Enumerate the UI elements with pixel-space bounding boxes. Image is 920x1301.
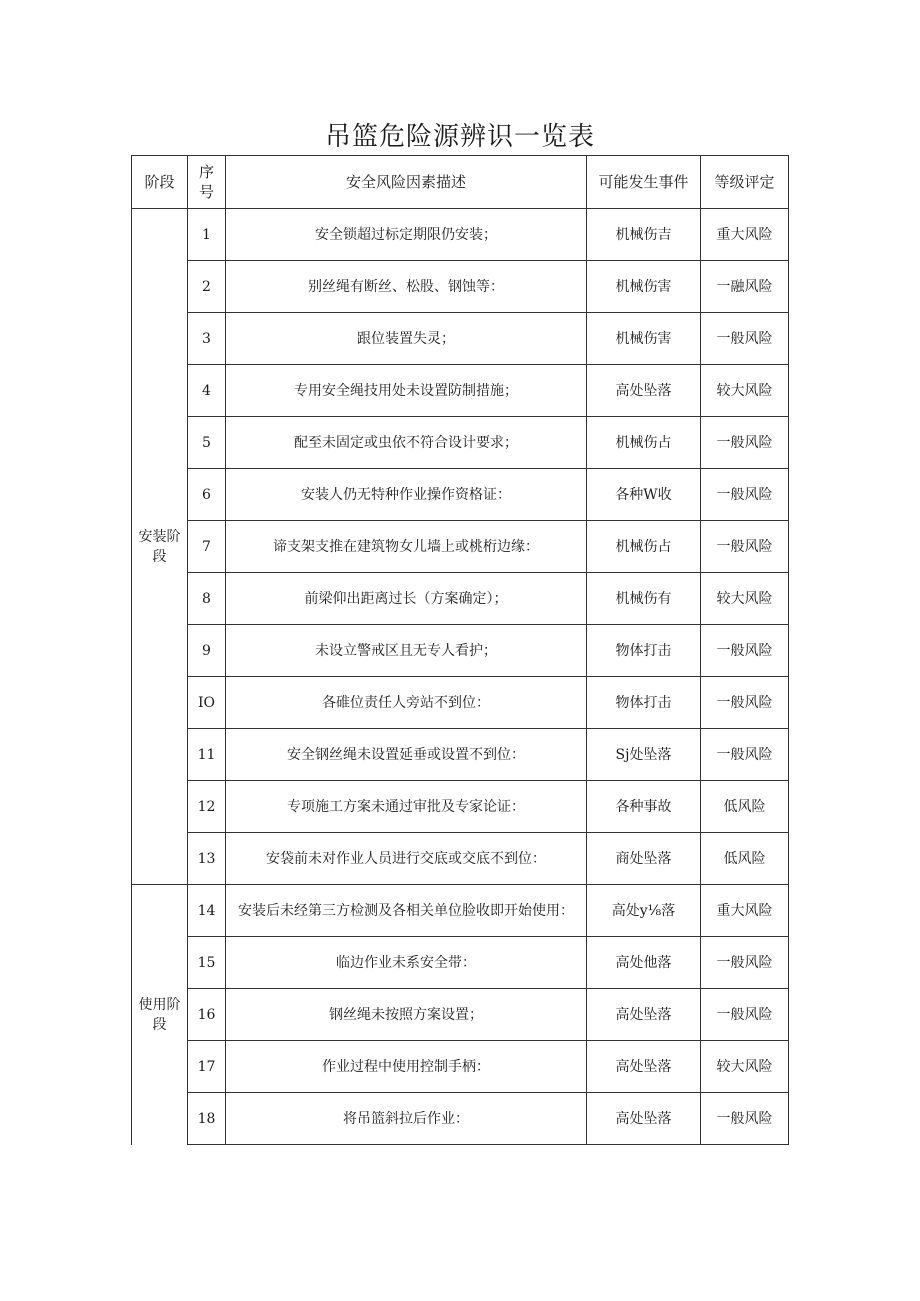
event-cell: 商处坠落 (587, 833, 701, 885)
level-cell: 一般风险 (701, 417, 789, 469)
desc-cell: 临边作业未系安全带： (226, 937, 587, 989)
header-no: 序号 (188, 156, 226, 209)
table-row (132, 729, 789, 781)
level-cell: 一般风险 (701, 625, 789, 677)
desc-cell: 专项施工方案未通过审批及专家论证： (226, 781, 587, 833)
desc-cell: 安袋前未对作业人员进行交底或交底不到位： (226, 833, 587, 885)
level-cell: 低风险 (701, 833, 789, 885)
no-cell: 1 (188, 209, 226, 261)
desc-cell: 跟位装置失灵； (226, 313, 587, 365)
level-cell: 一般风险 (701, 729, 789, 781)
header-event: 可能发生事件 (587, 156, 701, 209)
table-header-row (132, 156, 789, 209)
desc-cell: 钢丝绳未按照方案设置； (226, 989, 587, 1041)
table-row (132, 989, 789, 1041)
no-cell: 15 (188, 937, 226, 989)
event-cell: 高处坠落 (587, 989, 701, 1041)
table-row (132, 781, 789, 833)
level-cell: 一融风险 (701, 261, 789, 313)
no-cell: 4 (188, 365, 226, 417)
table-row (132, 885, 789, 937)
desc-cell: 别丝绳有断丝、松股、钢蚀等： (226, 261, 587, 313)
event-cell: 机械伤占 (587, 521, 701, 573)
level-cell: 较大风险 (701, 1041, 789, 1093)
table-row (132, 573, 789, 625)
level-cell: 较大风险 (701, 365, 789, 417)
desc-cell: 前梁仰出距离过长（方案确定）； (226, 573, 587, 625)
no-cell: 17 (188, 1041, 226, 1093)
hazard-table (131, 155, 789, 1145)
event-cell: 各种W收 (587, 469, 701, 521)
event-cell: 机械伤害 (587, 313, 701, 365)
desc-cell: 专用安全绳技用处未设置防制措施； (226, 365, 587, 417)
stage-cell: 使用阶段 (132, 885, 188, 1145)
no-cell: 16 (188, 989, 226, 1041)
event-cell: 高处坠落 (587, 1093, 701, 1145)
desc-cell: 安全钢丝绳未设置延垂或设置不到位： (226, 729, 587, 781)
table-row (132, 313, 789, 365)
table-row (132, 469, 789, 521)
no-cell: 9 (188, 625, 226, 677)
level-cell: 重大风险 (701, 885, 789, 937)
no-cell: 11 (188, 729, 226, 781)
level-cell: 一般风险 (701, 469, 789, 521)
level-cell: 较大风险 (701, 573, 789, 625)
event-cell: 机械伤占 (587, 417, 701, 469)
header-desc: 安全风险因素描述 (226, 156, 587, 209)
table-row (132, 625, 789, 677)
desc-cell: 未设立警戒区且无专人看护； (226, 625, 587, 677)
table-row (132, 937, 789, 989)
desc-cell: 各碓位责任人旁站不到位： (226, 677, 587, 729)
desc-cell: 将吊篮斜拉后作业： (226, 1093, 587, 1145)
stage-cell: 安装阶段 (132, 209, 188, 885)
no-cell: 7 (188, 521, 226, 573)
table-row (132, 677, 789, 729)
no-cell: 13 (188, 833, 226, 885)
event-cell: 高处坠落 (587, 365, 701, 417)
no-cell: 2 (188, 261, 226, 313)
table-row (132, 521, 789, 573)
table-row (132, 261, 789, 313)
table-body (132, 209, 789, 1145)
event-cell: 机械伤有 (587, 573, 701, 625)
level-cell: 一般风险 (701, 313, 789, 365)
level-cell: 低风险 (701, 781, 789, 833)
event-cell: 机械伤害 (587, 261, 701, 313)
desc-cell: 配至未固定或虫依不符合设计要求； (226, 417, 587, 469)
table-row (132, 209, 789, 261)
header-level: 等级评定 (701, 156, 789, 209)
event-cell: 物体打击 (587, 625, 701, 677)
table-row (132, 1041, 789, 1093)
table-row (132, 1093, 789, 1145)
event-cell: 物体打击 (587, 677, 701, 729)
desc-cell: 安全锁超过标定期限仍安装； (226, 209, 587, 261)
desc-cell: 谛支架支推在建筑物女儿墙上或桃桁边缘： (226, 521, 587, 573)
no-cell: 14 (188, 885, 226, 937)
event-cell: 高处他落 (587, 937, 701, 989)
level-cell: 一般风险 (701, 1093, 789, 1145)
event-cell: 各种事故 (587, 781, 701, 833)
table-row (132, 365, 789, 417)
desc-cell: 安装后未经第三方检测及各相关单位脸收即开始使用： (226, 885, 587, 937)
table-row (132, 417, 789, 469)
header-stage: 阶段 (132, 156, 188, 209)
no-cell: 3 (188, 313, 226, 365)
event-cell: 高处坠落 (587, 1041, 701, 1093)
level-cell: 一般风险 (701, 521, 789, 573)
desc-cell: 作业过程中使用控制手柄： (226, 1041, 587, 1093)
level-cell: 一般风险 (701, 677, 789, 729)
desc-cell: 安装人仍无特种作业操作资格证： (226, 469, 587, 521)
level-cell: 一般风险 (701, 937, 789, 989)
event-cell: Sj处坠落 (587, 729, 701, 781)
level-cell: 重大风险 (701, 209, 789, 261)
no-cell: 18 (188, 1093, 226, 1145)
no-cell: IO (188, 677, 226, 729)
event-cell: 机械伤吉 (587, 209, 701, 261)
document-title: 吊篮危险源辨识一览表 (324, 122, 595, 152)
no-cell: 5 (188, 417, 226, 469)
no-cell: 6 (188, 469, 226, 521)
no-cell: 12 (188, 781, 226, 833)
event-cell: 高处y⅛落 (587, 885, 701, 937)
level-cell: 一般风险 (701, 989, 789, 1041)
table-row (132, 833, 789, 885)
no-cell: 8 (188, 573, 226, 625)
